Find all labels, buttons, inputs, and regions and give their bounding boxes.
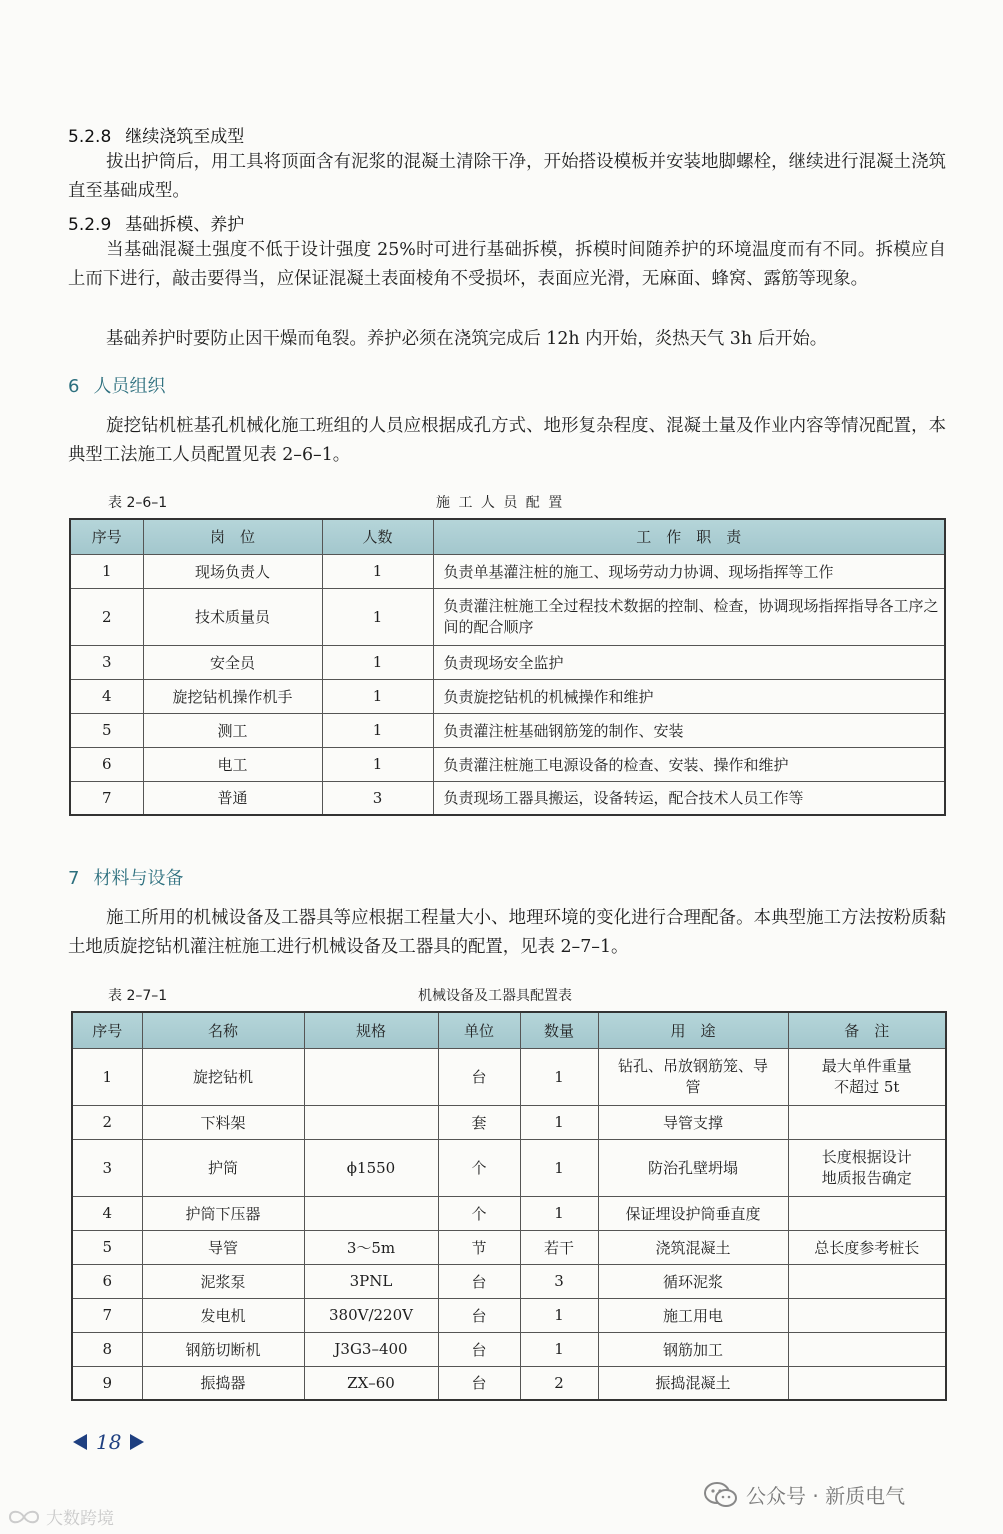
table-cell: 2 xyxy=(70,588,143,645)
table-cell: 泥浆泵 xyxy=(142,1264,304,1298)
table-cell: 2 xyxy=(72,1105,142,1139)
table-cell: 护筒 xyxy=(142,1139,304,1196)
table-row xyxy=(72,1298,946,1332)
table-row xyxy=(70,781,945,815)
table-cell: 3 xyxy=(322,781,433,815)
table-cell: 3 xyxy=(520,1264,598,1298)
table-cell: 振捣器 xyxy=(142,1366,304,1400)
table-cell: 台 xyxy=(438,1264,520,1298)
table-cell: 负责现场工器具搬运，设备转运，配合技术人员工作等 xyxy=(433,781,945,815)
table-cell: 3 xyxy=(72,1139,142,1196)
table-cell: 技术质量员 xyxy=(143,588,322,645)
table-cell: 9 xyxy=(72,1366,142,1400)
table-cell: 1 xyxy=(322,679,433,713)
table-cell: 负责现场安全监护 xyxy=(433,645,945,679)
table-cell xyxy=(304,1196,438,1230)
table-cell: 6 xyxy=(70,747,143,781)
prev-arrow-icon xyxy=(72,1433,88,1451)
table-cell xyxy=(788,1298,946,1332)
table-cell: ϕ1550 xyxy=(304,1139,438,1196)
section-heading-6 xyxy=(68,372,165,398)
section-heading-5-2-8 xyxy=(68,122,244,147)
table-cell: 3 xyxy=(70,645,143,679)
next-arrow-icon xyxy=(129,1433,145,1451)
paragraph-7: 施工所用的机械设备及工器具等应根据工程量大小、地理环境的变化进行合理配备。本典型施工方法按粉质黏土地质旋挖钻机灌注桩施工进行机械设备及工器具的配置，见表 2–7–1。 xyxy=(68,908,946,957)
table-1-title: 施 工 人 员 配 置 xyxy=(436,495,565,511)
column-header: 人数 xyxy=(322,519,433,554)
table-cell: 5 xyxy=(70,713,143,747)
table-cell: 保证埋设护筒垂直度 xyxy=(598,1196,788,1230)
section-title: 基础拆模、养护 xyxy=(125,215,245,235)
table-cell: 1 xyxy=(520,1196,598,1230)
table-cell: 台 xyxy=(438,1298,520,1332)
table-cell: 发电机 xyxy=(142,1298,304,1332)
table-cell: 1 xyxy=(322,645,433,679)
table-cell: 钻孔、吊放钢筋笼、导管 xyxy=(598,1048,788,1105)
table-cell: 1 xyxy=(72,1048,142,1105)
table-row xyxy=(70,679,945,713)
paragraph-5-2-9-b: 基础养护时要防止因干燥而龟裂。养护必须在浇筑完成后 12h 内开始，炎热天气 3h 后开始。 xyxy=(106,329,828,349)
table-cell: 若干 xyxy=(520,1230,598,1264)
watermark-left-text: 大数跨境 xyxy=(46,1509,114,1529)
table-cell: 振捣混凝土 xyxy=(598,1366,788,1400)
table-cell: 最大单件重量不超过 5t xyxy=(788,1048,946,1105)
table-row xyxy=(72,1139,946,1196)
table-cell: 套 xyxy=(438,1105,520,1139)
table-2-title: 机械设备及工器具配置表 xyxy=(418,988,572,1004)
equipment-table xyxy=(71,1011,947,1401)
table-cell: 1 xyxy=(520,1105,598,1139)
table-cell xyxy=(788,1366,946,1400)
table-1-id: 表 2–6–1 xyxy=(108,495,168,511)
table-cell: 1 xyxy=(520,1048,598,1105)
table-cell: 负责灌注桩基础钢筋笼的制作、安装 xyxy=(433,713,945,747)
column-header: 名称 xyxy=(142,1012,304,1048)
table-cell xyxy=(304,1048,438,1105)
paragraph-5-2-9-a: 当基础混凝土强度不低于设计强度 25%时可进行基础拆模，拆模时间随养护的环境温度而有不同。拆模应自上而下进行，敲击要得当，应保证混凝土表面棱角不受损坏，表面应光滑，无麻面、蜂窝、露筋等现象。 xyxy=(68,240,946,289)
column-header: 规格 xyxy=(304,1012,438,1048)
table-cell: 3～5m xyxy=(304,1230,438,1264)
section-heading-5-2-9 xyxy=(68,210,244,235)
table-cell xyxy=(788,1196,946,1230)
table-cell: J3G3–400 xyxy=(304,1332,438,1366)
table-cell: 安全员 xyxy=(143,645,322,679)
table-cell: 台 xyxy=(438,1366,520,1400)
section-title: 人员组织 xyxy=(93,376,166,397)
column-header: 序号 xyxy=(70,519,143,554)
column-header: 工 作 职 责 xyxy=(433,519,945,554)
table-cell: 旋挖钻机 xyxy=(142,1048,304,1105)
table-cell: 台 xyxy=(438,1048,520,1105)
table-cell: 3PNL xyxy=(304,1264,438,1298)
table-cell xyxy=(788,1332,946,1366)
table-2-id: 表 2–7–1 xyxy=(108,988,168,1004)
table-cell: 施工用电 xyxy=(598,1298,788,1332)
table-cell: 循环泥浆 xyxy=(598,1264,788,1298)
paragraph-6: 旋挖钻机桩基孔机械化施工班组的人员应根据成孔方式、地形复杂程度、混凝土量及作业内容等情况配置，本典型工法施工人员配置见表 2–6–1。 xyxy=(68,416,946,465)
staffing-table xyxy=(69,518,946,816)
table-cell: 负责旋挖钻机的机械操作和维护 xyxy=(433,679,945,713)
table-cell: 7 xyxy=(72,1298,142,1332)
column-header: 序号 xyxy=(72,1012,142,1048)
table-cell: 防治孔壁坍塌 xyxy=(598,1139,788,1196)
table-cell: 负责单基灌注桩的施工、现场劳动力协调、现场指挥等工作 xyxy=(433,554,945,588)
table-cell xyxy=(304,1105,438,1139)
table-cell: 导管 xyxy=(142,1230,304,1264)
table-cell: 长度根据设计地质报告确定 xyxy=(788,1139,946,1196)
table-row xyxy=(72,1366,946,1400)
table-cell: 4 xyxy=(70,679,143,713)
table-cell: 总长度参考桩长 xyxy=(788,1230,946,1264)
table-cell: 负责灌注桩施工全过程技术数据的控制、检查，协调现场指挥指导各工序之间的配合顺序 xyxy=(433,588,945,645)
table-cell: 7 xyxy=(70,781,143,815)
table-cell: 1 xyxy=(520,1139,598,1196)
watermark-text: 公众号 · 新质电气 xyxy=(746,1484,906,1508)
table-cell xyxy=(788,1264,946,1298)
table-row xyxy=(70,645,945,679)
table-cell: 测工 xyxy=(143,713,322,747)
table-cell: 4 xyxy=(72,1196,142,1230)
table-cell: 护筒下压器 xyxy=(142,1196,304,1230)
table-cell: 钢筋切断机 xyxy=(142,1332,304,1366)
table-cell: 现场负责人 xyxy=(143,554,322,588)
column-header: 单位 xyxy=(438,1012,520,1048)
table-cell: ZX–60 xyxy=(304,1366,438,1400)
table-row xyxy=(72,1048,946,1105)
table-cell: 个 xyxy=(438,1196,520,1230)
infinity-logo-icon xyxy=(6,1507,42,1527)
paragraph-5-2-8: 拔出护筒后，用工具将顶面含有泥浆的混凝土清除干净，开始搭设模板并安装地脚螺栓，继续进行混凝土浇筑直至基础成型。 xyxy=(68,152,946,201)
table-cell: 1 xyxy=(520,1298,598,1332)
watermark-left xyxy=(6,1504,114,1529)
table-cell: 下料架 xyxy=(142,1105,304,1139)
table-row xyxy=(70,713,945,747)
table-cell: 8 xyxy=(72,1332,142,1366)
table-cell: 台 xyxy=(438,1332,520,1366)
table-cell: 负责灌注桩施工电源设备的检查、安装、操作和维护 xyxy=(433,747,945,781)
table-cell: 1 xyxy=(322,554,433,588)
page-number: 18 xyxy=(96,1430,122,1454)
table-cell: 普通 xyxy=(143,781,322,815)
table-cell: 2 xyxy=(520,1366,598,1400)
table-row xyxy=(72,1105,946,1139)
table-cell: 钢筋加工 xyxy=(598,1332,788,1366)
section-heading-7 xyxy=(68,864,183,890)
table-cell: 浇筑混凝土 xyxy=(598,1230,788,1264)
column-header: 用 途 xyxy=(598,1012,788,1048)
table-cell: 电工 xyxy=(143,747,322,781)
table-cell: 导管支撑 xyxy=(598,1105,788,1139)
table-cell: 节 xyxy=(438,1230,520,1264)
table-row xyxy=(72,1264,946,1298)
column-header: 数量 xyxy=(520,1012,598,1048)
section-number: 7 xyxy=(68,868,80,889)
table-cell: 1 xyxy=(520,1332,598,1366)
watermark-right xyxy=(704,1480,905,1509)
table-cell: 个 xyxy=(438,1139,520,1196)
table-cell: 1 xyxy=(322,588,433,645)
table-row xyxy=(70,747,945,781)
table-cell: 1 xyxy=(70,554,143,588)
section-title: 继续浇筑至成型 xyxy=(125,127,245,147)
column-header: 岗 位 xyxy=(143,519,322,554)
table-row xyxy=(72,1196,946,1230)
table-row xyxy=(70,554,945,588)
table-cell: 380V/220V xyxy=(304,1298,438,1332)
table-header-row xyxy=(72,1012,946,1048)
table-row xyxy=(72,1332,946,1366)
table-header-row xyxy=(70,519,945,554)
table-row xyxy=(70,588,945,645)
section-number: 5.2.9 xyxy=(68,215,112,235)
table-cell xyxy=(788,1105,946,1139)
column-header: 备 注 xyxy=(788,1012,946,1048)
table-cell: 5 xyxy=(72,1230,142,1264)
section-number: 6 xyxy=(68,376,80,397)
page-number-footer xyxy=(72,1430,145,1454)
section-title: 材料与设备 xyxy=(93,868,184,889)
wechat-icon xyxy=(704,1481,738,1509)
table-cell: 旋挖钻机操作机手 xyxy=(143,679,322,713)
table-row xyxy=(72,1230,946,1264)
table-cell: 1 xyxy=(322,747,433,781)
section-number: 5.2.8 xyxy=(68,127,112,147)
table-cell: 6 xyxy=(72,1264,142,1298)
table-cell: 1 xyxy=(322,713,433,747)
